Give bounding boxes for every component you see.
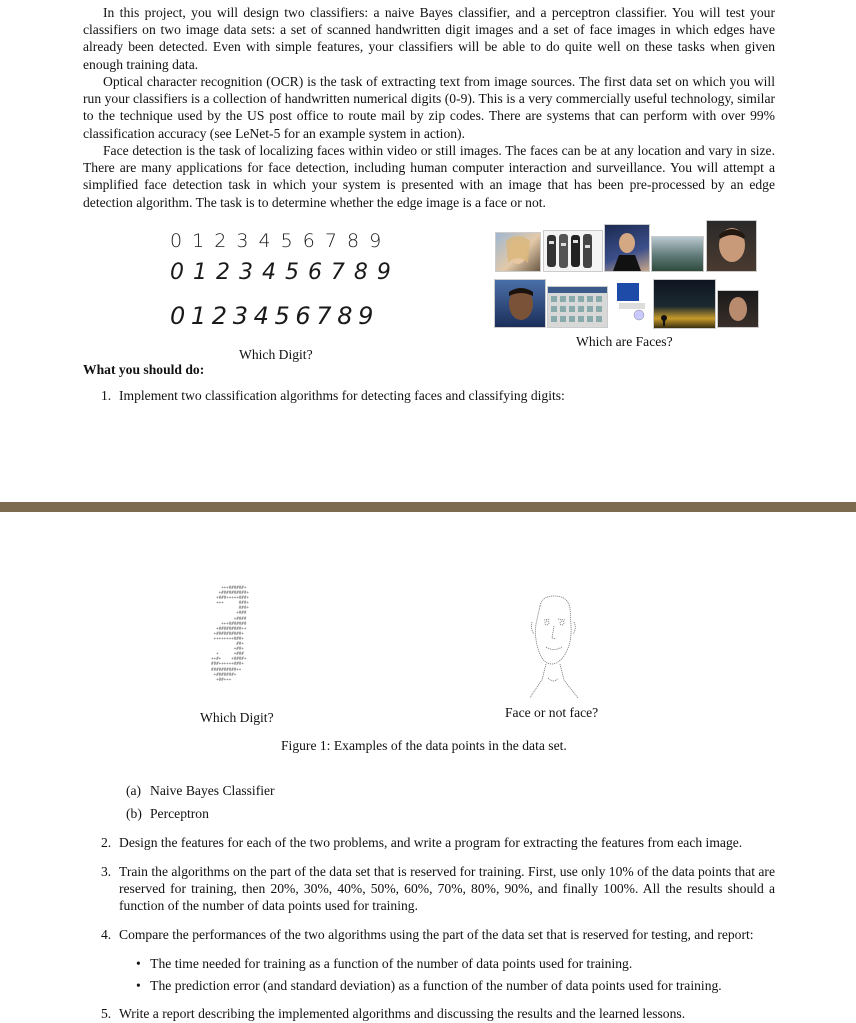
- bullet-icon: •: [136, 956, 141, 971]
- list-text: Write a report describing the implemented algorithms and discussing the results and the learned lessons.: [119, 1006, 686, 1021]
- ascii-digit-image: +++######+ +##########+ +###+++++###+ +++ ###+ ###+ +### +#### +++####### +#########++ +##########+ ++++++++###+ ##+ +##+ + +### ++#+ +####+ ###++++++###+ ##########++ +#######+ +##+++: [211, 585, 249, 682]
- face-sketch-icon: [718, 291, 758, 327]
- night-scene-thumbnail: [653, 279, 716, 329]
- face-thumbnail-woman: [495, 232, 541, 272]
- landscape-thumbnail: [651, 236, 704, 272]
- intro-paragraph: In this project, you will design two classifiers: a naive Bayes classifier, and a perceptron classifier. You will test your classifiers on two image data sets: a set of scanned handwritten digit images and a set of face images in which edges have already been detected. Even with simple features, your classifiers will be able to do quite well on these tasks when given enough training data.: [83, 5, 775, 72]
- list-number: 4.: [101, 927, 112, 942]
- face-sketch-icon: [495, 280, 545, 327]
- handwritten-digits-row-1: 0 1 2 3 4 5 6 7 8 9: [170, 230, 384, 252]
- bullet-icon: •: [136, 978, 141, 993]
- caption-which-faces: Which are Faces?: [576, 334, 673, 349]
- list-text: Naive Bayes Classifier: [150, 783, 275, 798]
- list-number: 5.: [101, 1006, 112, 1021]
- face-sketch-icon: [605, 225, 649, 271]
- handwritten-digits-row-3: 0 1 2 3 4 5 6 7 8 9: [170, 302, 373, 330]
- remote-controls-thumbnail: [543, 230, 603, 272]
- figure-silhouette-icon: [654, 280, 715, 328]
- face-thumbnail-politician: [494, 279, 546, 328]
- face-thumbnail-man-dark: [717, 290, 759, 328]
- section-heading: What you should do:: [83, 362, 205, 377]
- caption-face-or-not: Face or not face?: [505, 705, 599, 720]
- handwritten-digits-row-2: 0 1 2 3 4 5 6 7 8 9: [170, 260, 392, 285]
- list-text: Train the algorithms on the part of the data set that is reserved for training. First, use only 10% of the data points that are reserved for training, then 20%, 30%, 40%, 50%, 60%, 70%, 80%, 90%, and finally 100%. All the results should a function of the number of data points used for training.: [119, 864, 775, 914]
- edge-face-image: [528, 592, 580, 702]
- face-sketch-icon: [707, 221, 756, 271]
- list-item-1: [101, 387, 781, 405]
- screenshot-thumbnail: [547, 286, 608, 328]
- page-divider: [0, 502, 856, 512]
- list-number: 2.: [101, 835, 112, 850]
- bullet-text: The time needed for training as a function of the number of data points used for training.: [150, 956, 633, 971]
- logo-icon: [609, 281, 651, 323]
- bullet-item-1: [136, 955, 632, 972]
- sub-item-b: [126, 805, 526, 823]
- caption-which-digit-bottom: Which Digit?: [200, 710, 274, 725]
- list-item-5: [101, 1005, 781, 1023]
- logo-thumbnail: [609, 281, 651, 323]
- list-item-2: [101, 834, 781, 852]
- bullet-item-2: [136, 977, 722, 994]
- list-text: Perceptron: [150, 806, 209, 821]
- list-number: 1.: [101, 388, 112, 403]
- remote-controls-icon: [544, 231, 602, 271]
- list-item-4: [101, 926, 781, 944]
- list-text: Design the features for each of the two problems, and write a program for extracting the features from each image.: [119, 835, 743, 850]
- face-thumbnail-man-closeup: [706, 220, 757, 272]
- face-thumbnail-man-suit: [604, 224, 650, 272]
- list-text: Compare the performances of the two algorithms using the part of the data set that is reserved for testing, and report:: [119, 927, 754, 942]
- sub-item-a: [126, 782, 526, 800]
- bullet-text: The prediction error (and standard deviation) as a function of the number of data points used for training.: [150, 978, 722, 993]
- list-item-3: [101, 863, 777, 917]
- list-number: (b): [126, 806, 142, 821]
- caption-which-digit-top: Which Digit?: [239, 347, 313, 362]
- list-number: (a): [126, 783, 142, 798]
- face-detection-paragraph: Face detection is the task of localizing faces within video or still images. The faces can be at any location and vary in size. There are many applications for face detection, including human computer interaction and surveillance. You will attempt a simplified face detection task in which your system is presented with an image that has been pre-processed by an edge detection algorithm. The task is to determine whether the edge image is a face or not.: [83, 143, 775, 210]
- face-sketch-icon: [496, 233, 540, 271]
- figure-caption: Figure 1: Examples of the data points in the data set.: [281, 738, 567, 753]
- list-text: Implement two classification algorithms for detecting faces and classifying digits:: [119, 388, 565, 403]
- grid-icon: [548, 287, 607, 327]
- list-number: 3.: [101, 864, 112, 879]
- ocr-paragraph: Optical character recognition (OCR) is the task of extracting text from image sources. The first data set on which you will run your classifiers is a collection of handwritten numerical digits (0-9). This is a very commercially useful technology, similar to the technique used by the US post office to route mail by zip codes. There are systems that can perform with over 99% classification accuracy (see LeNet-5 for an example system in action).: [83, 74, 775, 141]
